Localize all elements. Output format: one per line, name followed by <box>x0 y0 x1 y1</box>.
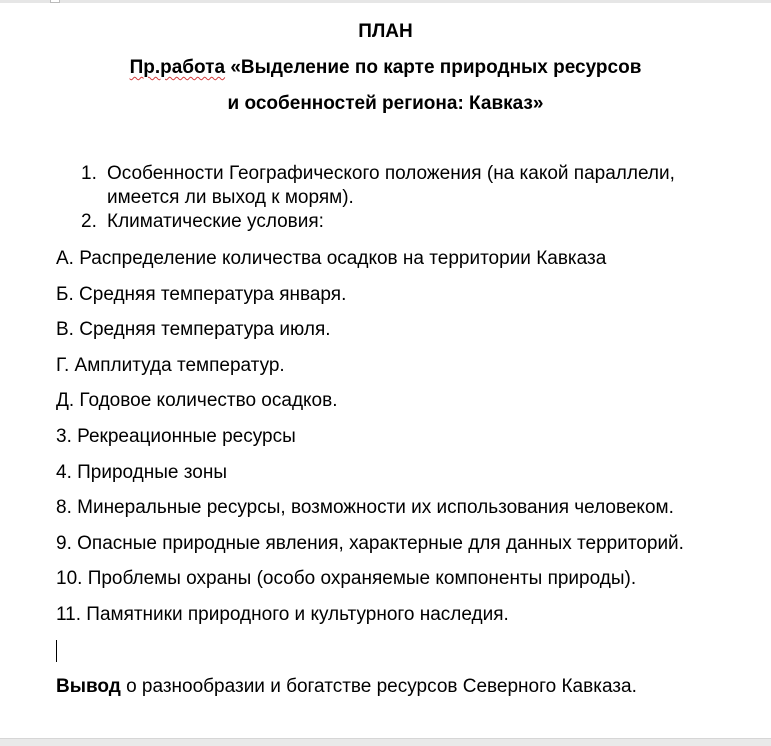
document-title: ПЛАН <box>358 21 413 42</box>
subtitle-line-1-rest: «Выделение по карте природных ресурсов <box>225 57 642 78</box>
paragraph: 3. Рекреационные ресурсы <box>56 426 296 447</box>
paragraph: 9. Опасные природные явления, характерные для данных территорий. <box>56 533 684 554</box>
list-item: Климатические условия: <box>107 211 324 232</box>
paragraph: Д. Годовое количество осадков. <box>56 390 338 411</box>
conclusion-bold: Вывод <box>56 676 121 697</box>
paragraph: 8. Минеральные ресурсы, возможности их использования человеком. <box>56 497 674 518</box>
paragraph: 11. Памятники природного и культурного наследия. <box>56 604 509 625</box>
ruler-marker <box>50 0 60 3</box>
paragraph: А. Распределение количества осадков на территории Кавказа <box>56 248 607 269</box>
subtitle-line-1 <box>0 57 771 79</box>
conclusion-text: о разнообразии и богатстве ресурсов Северного Кавказа. <box>120 676 637 697</box>
misspelled-word[interactable]: Пр.работа <box>129 57 226 78</box>
list-item: Особенности Географического положения (на какой параллели, имеется ли выход к морям). <box>107 163 675 208</box>
subtitle-line-2: и особенностей региона: Кавказ» <box>227 93 544 114</box>
paragraph: 10. Проблемы охраны (особо охраняемые компоненты природы). <box>56 568 637 589</box>
list-item-number: 2. <box>81 211 97 232</box>
conclusion <box>56 676 637 698</box>
paragraph: Б. Средняя температура января. <box>56 284 347 305</box>
text-cursor <box>56 640 57 662</box>
paragraph: Г. Амплитуда температур. <box>56 355 285 376</box>
top-edge <box>0 0 771 3</box>
paragraph: В. Средняя температура июля. <box>56 319 331 340</box>
paragraph: 4. Природные зоны <box>56 462 227 483</box>
list-item-number: 1. <box>81 163 97 184</box>
